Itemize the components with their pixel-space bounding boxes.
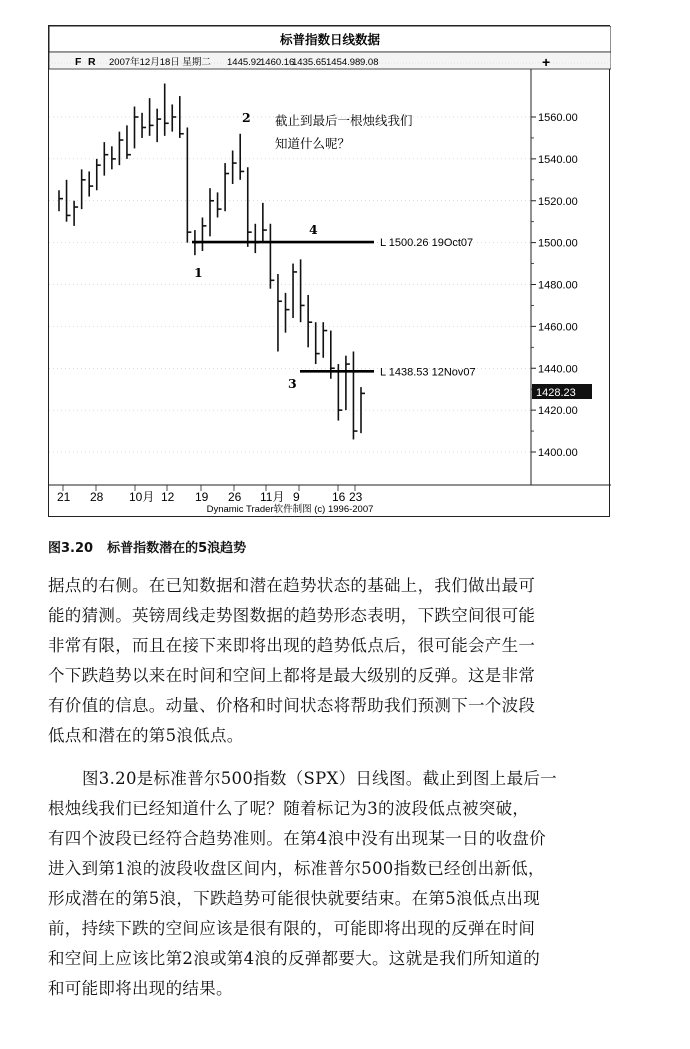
x-tick-label: 16 <box>332 490 346 504</box>
x-axis <box>57 485 363 504</box>
price-bar <box>346 356 350 410</box>
annotation-line-1: 截止到最后一根烛线我们 <box>275 113 413 128</box>
wave-label-1: 1 <box>194 265 203 280</box>
price-bar <box>316 322 320 364</box>
price-bar <box>119 132 123 166</box>
toolbar-info-value: 1460.16 <box>260 57 295 68</box>
text-line: 和空间上应该比第2浪或第4浪的反弹都要大。这就是我们所知道的 <box>48 949 540 968</box>
x-tick-label: 28 <box>90 490 104 504</box>
y-tick-label: 1520.00 <box>538 195 578 208</box>
x-tick-label: 21 <box>57 490 71 504</box>
price-bar <box>104 142 108 176</box>
grid <box>49 117 531 452</box>
price-bar <box>233 151 237 185</box>
text-line: 和可能即将出现的结果。 <box>48 979 233 998</box>
caption-text: 标普指数潜在的5浪趋势 <box>107 541 247 556</box>
text-line: 前，持续下跌的空间应该是很有限的，可能即将出现的反弹在时间 <box>48 919 536 938</box>
y-tick-label: 1500.00 <box>538 237 578 250</box>
y-axis <box>531 112 578 459</box>
text-line: 有四个波段已经符合趋势准则。在第4浪中没有出现某一日的收盘价 <box>48 829 546 848</box>
chart-frame <box>48 25 610 517</box>
price-bar <box>353 352 357 440</box>
price-bar <box>97 159 101 190</box>
price-bar <box>218 192 222 217</box>
y-tick-label: 1420.00 <box>538 405 578 418</box>
text-line: 低点和潜在的第5浪低点。 <box>48 726 244 745</box>
figure-caption <box>48 537 246 556</box>
price-bar <box>286 293 290 333</box>
paragraph-1 <box>48 571 608 751</box>
price-bar <box>82 169 86 209</box>
price-bar <box>172 104 176 131</box>
price-bar <box>74 201 78 226</box>
price-bar <box>165 84 169 136</box>
price-bar <box>112 146 116 169</box>
price-bar <box>142 113 146 138</box>
price-bar <box>255 224 259 253</box>
price-bar <box>89 171 93 196</box>
price-bar <box>278 274 282 351</box>
toolbar-info-value: 1445.92 <box>227 57 262 68</box>
price-bar <box>225 163 229 211</box>
chart-title: 标普指数日线数据 <box>279 33 381 47</box>
y-tick-label: 1560.00 <box>538 112 578 124</box>
price-bar <box>187 127 191 242</box>
text-line: 有价值的信息。动量、价格和时间状态将帮助我们预测下一个波段 <box>48 696 536 715</box>
y-tick-label: 1480.00 <box>538 279 578 292</box>
text-line: 形成潜在的第5浪，下跌趋势可能很快就要结束。在第5浪低点出现 <box>48 889 540 908</box>
toolbar-info-value: 1435.65 <box>292 57 327 68</box>
paragraph-2 <box>48 764 608 1004</box>
last-price-label: 1428.23 <box>536 387 576 399</box>
price-chart <box>49 26 611 518</box>
chart-footer: Dynamic Trader软件制图 (c) 1996-2007 <box>206 504 374 515</box>
toolbar-info-value: 1454.98 <box>326 57 361 68</box>
y-tick-label: 1400.00 <box>538 447 578 459</box>
caption-number: 图3.20 <box>48 541 94 556</box>
wave-label-3: 3 <box>288 376 297 391</box>
support-levels <box>192 237 476 378</box>
y-tick-label: 1440.00 <box>538 363 578 376</box>
price-bar <box>301 259 305 322</box>
toolbar-info-value: 9.08 <box>360 57 379 68</box>
text-line: 个下跌趋势以来在时间和空间上都将是最大级别的反弹。这是非常 <box>48 666 536 685</box>
price-bar <box>157 109 161 143</box>
price-bar <box>270 224 274 289</box>
price-bar <box>263 203 267 243</box>
text-line: 进入到第1浪的波段收盘区间内，标准普尔500指数已经创出新低， <box>48 859 545 878</box>
toolbar-info-value: 2007年12月18日 星期二 <box>109 57 211 68</box>
price-bar <box>361 387 365 433</box>
price-bar <box>135 107 139 149</box>
toolbar-info <box>109 56 379 68</box>
x-tick-label: 9 <box>293 490 300 504</box>
x-tick-label: 12 <box>161 490 175 504</box>
text-line: 根烛线我们已经知道什么了呢？随着标记为3的波段低点被突破， <box>48 799 530 818</box>
price-bar <box>323 322 327 358</box>
x-tick-label: 11月 <box>260 490 285 504</box>
text-line: 图3.20是标准普尔500指数（SPX）日线图。截止到图上最后一 <box>82 769 557 788</box>
x-tick-label: 26 <box>228 490 242 504</box>
price-bar <box>202 218 206 252</box>
text-line: 据点的右侧。在已知数据和潜在趋势状态的基础上，我们做出最可 <box>48 576 536 595</box>
price-bar <box>127 125 131 159</box>
price-bar <box>240 134 244 180</box>
text-line: 非常有限，而且在接下来即将出现的趋势低点后，很可能会产生一 <box>48 636 536 655</box>
toolbar-r-icon[interactable]: R <box>88 56 96 68</box>
annotation-line-2: 知道什么呢？ <box>275 136 351 151</box>
price-bar <box>210 188 214 236</box>
price-bar <box>248 167 252 247</box>
x-tick-label: 10月 <box>129 490 155 504</box>
text-line: 能的猜测。英镑周线走势图数据的趋势形态表明，下跌空间很可能 <box>48 606 536 625</box>
toolbar-f-icon[interactable]: F <box>75 56 82 68</box>
x-tick-label: 19 <box>195 490 209 504</box>
price-bar <box>308 295 312 347</box>
wave-label-4: 4 <box>309 222 318 237</box>
x-tick-label: 23 <box>349 490 363 504</box>
price-bar <box>293 264 297 318</box>
toolbar-plus-icon[interactable]: + <box>542 54 551 70</box>
y-tick-label: 1540.00 <box>538 153 578 166</box>
level-label: L 1438.53 12Nov07 <box>380 366 476 379</box>
wave-label-2: 2 <box>242 110 251 125</box>
level-label: L 1500.26 19Oct07 <box>380 237 474 250</box>
y-tick-label: 1460.00 <box>538 321 578 334</box>
